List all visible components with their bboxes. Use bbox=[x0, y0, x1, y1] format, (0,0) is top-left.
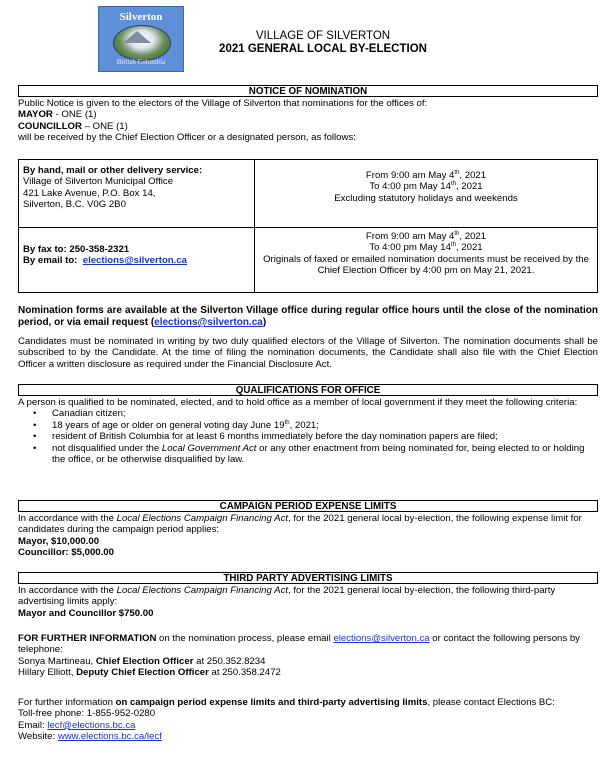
criteria-disqualified-a: not disqualified under the bbox=[52, 442, 162, 454]
email-label: By email to: bbox=[23, 255, 78, 267]
expense-text-b: , for the 2021 general local by-election, the following expense limit for candidates during the campaign period applies: bbox=[18, 513, 582, 536]
third-party-text-a: In accordance with the bbox=[18, 585, 117, 596]
bullet-icon: • bbox=[33, 431, 37, 443]
expense-heading: CAMPAIGN PERIOD EXPENSE LIMITS bbox=[18, 500, 598, 512]
criteria-residency: resident of British Columbia for at least 6 months immediately before the day nomination papers are filed; bbox=[52, 431, 498, 443]
mayor-label: MAYOR bbox=[18, 109, 53, 121]
notice-body bbox=[18, 98, 598, 144]
fax-number: 250-358-2321 bbox=[69, 244, 130, 255]
elections-bc-text bbox=[18, 697, 598, 708]
title-line-2: 2021 GENERAL LOCAL BY-ELECTION bbox=[219, 43, 427, 55]
criteria-list bbox=[18, 408, 598, 465]
to-date-2-text: To 4:00 pm May 14 bbox=[369, 242, 451, 254]
contact-deputy bbox=[18, 667, 598, 678]
third-party-act: Local Elections Campaign Financing Act bbox=[116, 585, 289, 596]
from-date-2-sup: th bbox=[454, 231, 460, 237]
elections-bc-info bbox=[18, 697, 598, 743]
mayor-line bbox=[18, 109, 598, 120]
third-party-text bbox=[18, 585, 598, 608]
forms-email-link[interactable]: elections@silverton.ca bbox=[154, 317, 263, 328]
to-date-2 bbox=[259, 242, 593, 253]
further-info-bold: FOR FURTHER INFORMATION bbox=[18, 633, 157, 644]
from-date-2 bbox=[259, 231, 593, 242]
further-info bbox=[18, 633, 598, 679]
criteria-age: 18 years of age or older on general voting day June 19 bbox=[52, 419, 285, 431]
elections-bc-website-label: Website: bbox=[18, 731, 58, 743]
expense-act: Local Elections Campaign Financing Act bbox=[116, 513, 289, 524]
criteria-disqualified-b: or any other enactment from being nominated for, being elected to or holding the office, or be otherwise disqualified by law. bbox=[52, 442, 585, 466]
elections-bc-email-link[interactable]: lecf@elections.bc.ca bbox=[47, 719, 136, 731]
local-government-act: Local Government Act bbox=[161, 442, 257, 454]
table-row-in-person bbox=[19, 160, 597, 228]
delivery-dates-cell bbox=[255, 160, 597, 227]
elections-bc-website-link[interactable]: www.elections.bc.ca/lecf bbox=[57, 731, 162, 743]
deputy-phone: at 250.358.2472 bbox=[208, 667, 281, 679]
fax-email-dates-cell bbox=[255, 228, 597, 292]
bullet-icon: • bbox=[33, 442, 37, 454]
title-line-1: VILLAGE OF SILVERTON bbox=[255, 30, 391, 42]
third-party-body bbox=[18, 585, 598, 619]
further-email-link[interactable]: elections@silverton.ca bbox=[333, 633, 430, 644]
list-item bbox=[18, 431, 598, 442]
mountain-icon bbox=[123, 31, 151, 43]
holiday-note: Excluding statutory holidays and weekends bbox=[334, 192, 518, 204]
originals-note: Originals of faxed or emailed nomination documents must be received by the Chief Election Officer by 4:00 pm on May 21, 2021. bbox=[263, 253, 589, 277]
qualifications-body bbox=[18, 397, 598, 465]
qualifications-intro: A person is qualified to be nominated, elected, and to hold office as a member of local government if they meet the following criteria: bbox=[18, 397, 578, 408]
further-info-text-b: or contact the following persons by telephone: bbox=[18, 633, 580, 656]
from-date-2-year: , 2021 bbox=[459, 231, 487, 242]
delivery-heading: By hand, mail or other delivery service: bbox=[23, 165, 203, 176]
address-line-1: Village of Silverton Municipal Office bbox=[23, 176, 174, 188]
third-party-text-b: , for the 2021 general local by-election, the following third-party advertising limits apply: bbox=[18, 585, 556, 608]
from-date-2-text: From 9:00 am May 4 bbox=[365, 231, 455, 242]
from-date bbox=[259, 170, 593, 181]
list-item bbox=[18, 443, 598, 466]
logo-text-top: Silverton bbox=[119, 11, 163, 23]
forms-bold-text: Nomination forms are available at the Silverton Village office during regular office hours until the close of the nomination period, or via email request ( bbox=[18, 305, 598, 328]
from-date-sup: th bbox=[454, 170, 460, 176]
deputy-name: Hillary Elliott, bbox=[18, 667, 77, 679]
further-info-text-a: on the nomination process, please email bbox=[156, 633, 334, 644]
email-link[interactable]: elections@silverton.ca bbox=[82, 255, 188, 267]
fax-email-cell bbox=[19, 228, 255, 292]
bullet-icon: • bbox=[33, 419, 37, 431]
notice-heading: NOTICE OF NOMINATION bbox=[18, 85, 598, 97]
logo-text-bottom: British Columbia bbox=[116, 57, 166, 66]
qualifications-heading: QUALIFICATIONS FOR OFFICE bbox=[18, 384, 598, 396]
to-date-2-sup: th bbox=[450, 242, 456, 249]
from-date-year: , 2021 bbox=[459, 170, 487, 181]
to-date bbox=[259, 181, 593, 192]
fax-label: By fax to: bbox=[23, 244, 67, 255]
list-item bbox=[18, 408, 598, 419]
mayor-count: - ONE (1) bbox=[52, 109, 97, 121]
elections-bc-text-a: For further information bbox=[18, 697, 116, 708]
elections-bc-email-line bbox=[18, 720, 598, 731]
elections-bc-email-label: Email: bbox=[18, 719, 48, 731]
silverton-logo bbox=[98, 6, 184, 72]
forms-close: ) bbox=[262, 317, 267, 328]
cheo-phone: at 250.352.8234 bbox=[193, 655, 266, 667]
councillor-expense-limit: Councillor: $5,000.00 bbox=[18, 547, 114, 559]
elections-bc-website-line bbox=[18, 731, 598, 742]
deputy-role: Deputy Chief Election Officer bbox=[76, 667, 209, 679]
document-title bbox=[208, 30, 438, 56]
list-item bbox=[18, 420, 598, 431]
cheo-role: Chief Election Officer bbox=[95, 655, 194, 667]
bullet-icon: • bbox=[33, 408, 37, 420]
from-date-text: From 9:00 am May 4 bbox=[365, 170, 455, 181]
to-date-year: , 2021 bbox=[455, 181, 483, 193]
councillor-line bbox=[18, 121, 598, 132]
expense-text bbox=[18, 513, 598, 536]
notice-intro: Public Notice is given to the electors of the Village of Silverton that nominations for the offices of: bbox=[18, 98, 428, 109]
councillor-count: – ONE (1) bbox=[81, 120, 128, 132]
tollfree-phone: Toll-free phone: 1-855-952-0280 bbox=[18, 708, 156, 720]
contact-cheo bbox=[18, 656, 598, 667]
cheo-name: Sonya Martineau, bbox=[18, 655, 96, 667]
table-row-fax-email bbox=[19, 228, 597, 292]
nomination-delivery-table bbox=[18, 159, 598, 293]
criteria-age-end: , 2021; bbox=[289, 419, 319, 431]
forms-paragraph bbox=[18, 305, 598, 329]
councillor-label: COUNCILLOR bbox=[18, 120, 82, 132]
expense-text-a: In accordance with the bbox=[18, 513, 117, 524]
elections-bc-bold: on campaign period expense limits and third-party advertising limits bbox=[115, 697, 428, 708]
notice-received: will be received by the Chief Election Officer or a designated person, as follows: bbox=[18, 132, 356, 144]
further-info-text bbox=[18, 633, 598, 656]
address-line-2: 421 Lake Avenue, P.O. Box 14, bbox=[23, 187, 156, 199]
elections-bc-text-b: , please contact Elections BC: bbox=[427, 697, 555, 708]
expense-body bbox=[18, 513, 598, 559]
to-date-2-year: , 2021 bbox=[455, 242, 483, 254]
to-date-sup: th bbox=[450, 181, 456, 188]
mayor-expense-limit: Mayor, $10,000.00 bbox=[18, 535, 100, 547]
criteria-age-sup: th bbox=[284, 419, 290, 426]
to-date-text: To 4:00 pm May 14 bbox=[369, 181, 451, 193]
address-line-3: Silverton, B.C. V0G 2B0 bbox=[23, 199, 126, 211]
third-party-heading: THIRD PARTY ADVERTISING LIMITS bbox=[18, 572, 598, 584]
criteria-citizen: Canadian citizen; bbox=[52, 408, 126, 420]
delivery-address-cell bbox=[19, 160, 255, 227]
candidates-paragraph: Candidates must be nominated in writing by two duly qualified electors of the Village of Silverton. The nomination documents shall be subscribed to by the Candidate. At the time of filing the nomination documents, the Candidate shall also file with the Chief Election Officer a written disclosure as required under the Financial Disclosure Act. bbox=[18, 336, 598, 370]
third-party-limit: Mayor and Councillor $750.00 bbox=[18, 607, 154, 619]
